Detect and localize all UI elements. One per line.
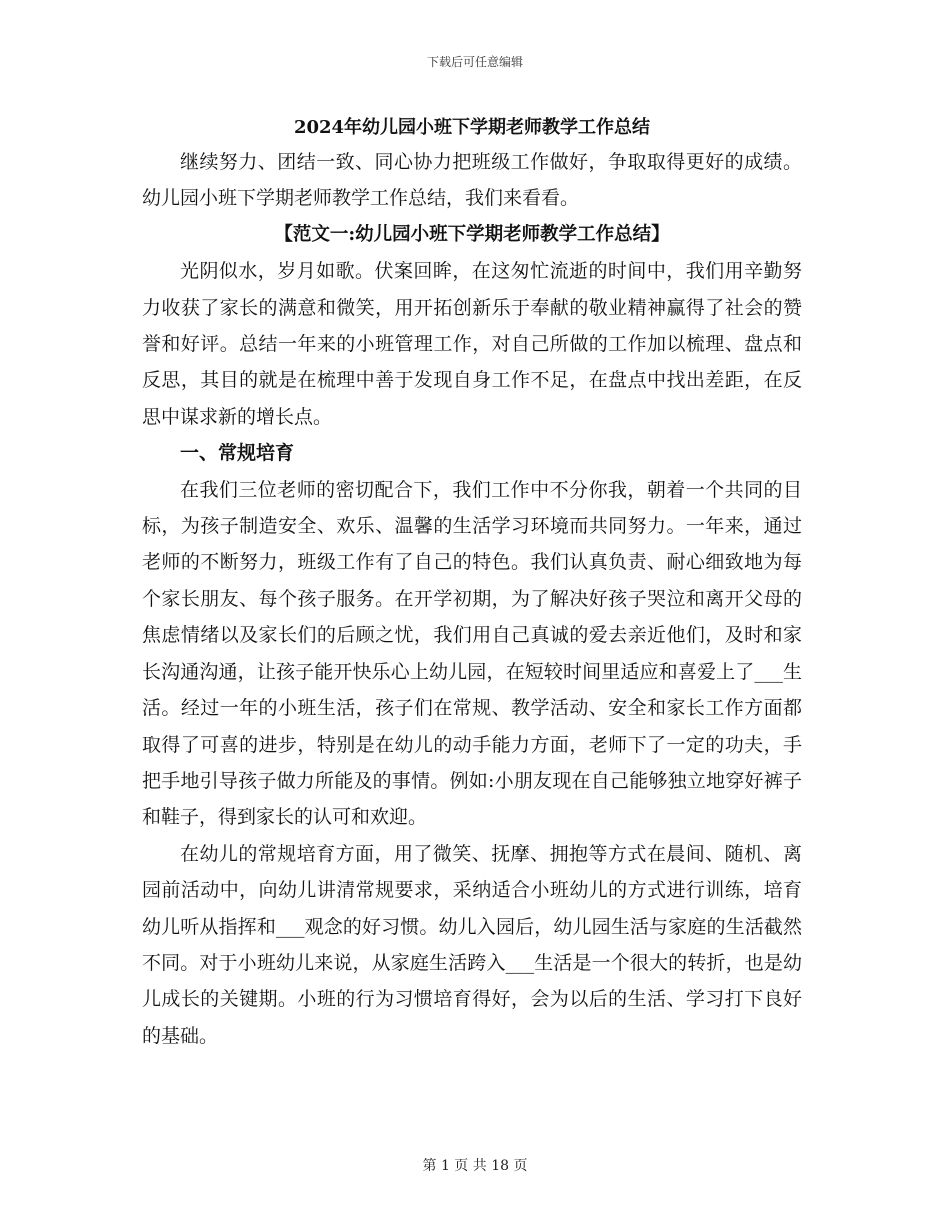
- page-number-footer: 第 1 页 共 18 页: [422, 1158, 528, 1174]
- paragraph-2: 在我们三位老师的密切配合下，我们工作中不分你我，朝着一个共同的目标，为孩子制造安全、欢乐、温馨的生活学习环境而共同努力。一年来，通过老师的不断努力，班级工作有了自己的特色。我们认真负责、耐心细致地为每个家长朋友、每个孩子服务。在开学初期，为了解决好孩子哭泣和离开父母的焦虑情绪以及家长们的后顾之忧，我们用自己真诚的爱去亲近他们，及时和家长沟通沟通，让孩子能开快乐心上幼儿园，在短较时间里适应和喜爱上了___生活。经过一年的小班生活，孩子们在常规、教学活动、安全和家长工作方面都取得了可喜的进步，特别是在幼儿的动手能力方面，老师下了一定的功夫，手把手地引导孩子做力所能及的事情。例如:小朋友现在自己能够独立地穿好裤子和鞋子，得到家长的认可和欢迎。: [142, 478, 802, 829]
- intro-paragraph: 继续努力、团结一致、同心协力把班级工作做好，争取取得更好的成绩。幼儿园小班下学期老师教学工作总结，我们来看看。: [142, 151, 802, 210]
- section-heading-routine: 一、常规培育: [180, 442, 295, 465]
- paragraph-3: 在幼儿的常规培育方面，用了微笑、抚摩、拥抱等方式在晨间、随机、离园前活动中，向幼儿讲清常规要求，采纳适合小班幼儿的方式进行训练，培育幼儿听从指挥和___观念的好习惯。幼儿入园后，幼儿园生活与家庭的生活截然不同。对于小班幼儿来说，从家庭生活跨入___生活是一个很大的转折，也是幼儿成长的关键期。小班的行为习惯培育得好，会为以后的生活、学习打下良好的基础。: [142, 842, 802, 1047]
- document-body: [142, 112, 802, 1054]
- paragraph-1: 光阴似水，岁月如歌。伏案回眸，在这匆忙流逝的时间中，我们用辛勤努力收获了家长的满意和微笑，用开拓创新乐于奉献的敬业精神赢得了社会的赞誉和好评。总结一年来的小班管理工作，对自己所做的工作加以梳理、盘点和反思，其目的就是在梳理中善于发现自身工作不足，在盘点中找出差距，在反思中谋求新的增长点。: [142, 260, 802, 428]
- document-title: 2024年幼儿园小班下学期老师教学工作总结: [293, 117, 651, 138]
- sample-heading: 【范文一:幼儿园小班下学期老师教学工作总结】: [274, 223, 670, 245]
- page-header-note: 下载后可任意编辑: [426, 55, 523, 69]
